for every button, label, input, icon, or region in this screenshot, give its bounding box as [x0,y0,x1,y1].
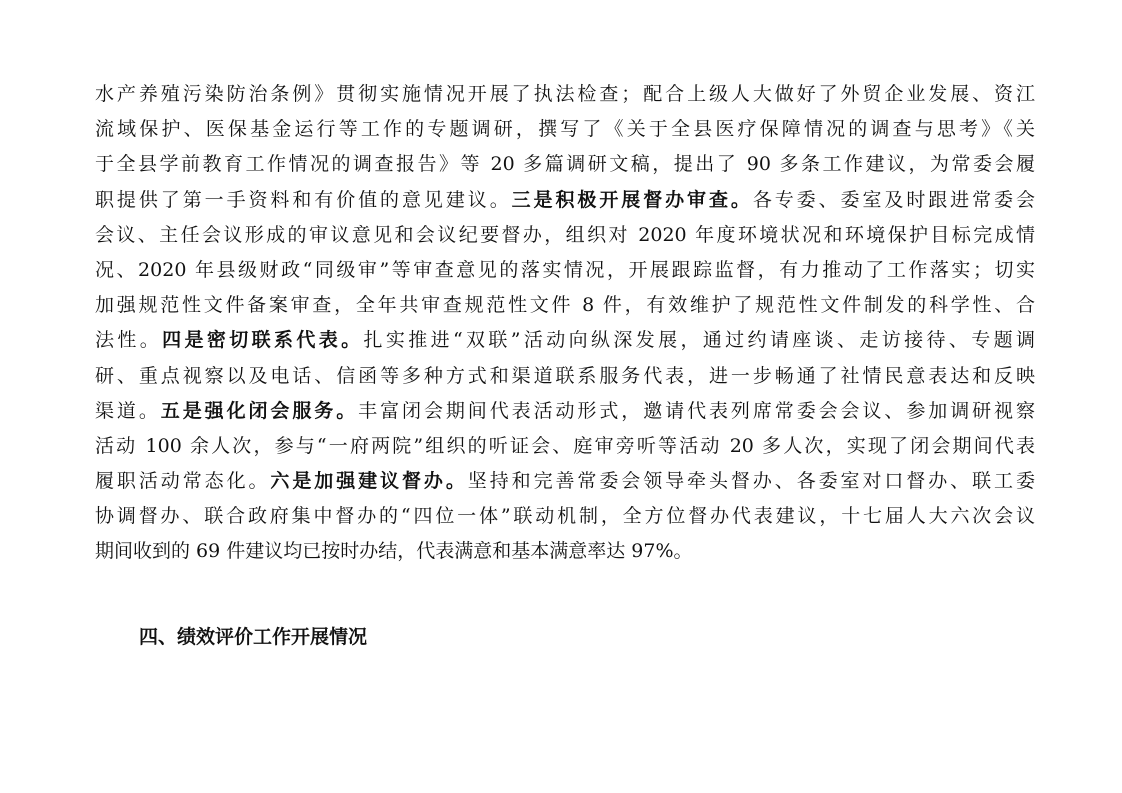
line-text: 职提供了第一手资料和有价值的意见建议。 [95,188,512,211]
bold-lead-phrase: 四是密切联系代表。 [162,329,364,352]
paragraph-line-last: 期间收到的 69 件建议均已按时办结，代表满意和基本满意率达 97%。 [95,540,693,563]
paragraph-line: 水产养殖污染防治条例》贯彻实施情况开展了执法检查；配合上级人大做好了外贸企业发展、资江 [95,83,1035,105]
line-text: 扎实推进“双联”活动向纵深发展，通过约请座谈、走访接待、专题调 [363,329,1035,352]
line-text: 各专委、委室及时跟进常委会 [752,188,1035,211]
paragraph-line: 于全县学前教育工作情况的调查报告》等 20 多篇调研文稿，提出了 90 多条工作建议，为常委会履 [95,153,1035,176]
paragraph-line [95,323,1035,358]
line-text: 法性。 [95,329,163,352]
line-text: 履职活动常态化。 [95,470,271,493]
line-text: 坚持和完善常委会领导牵头督办、各委室对口督办、联工委 [467,470,1035,493]
body-paragraph [95,77,1035,570]
paragraph-line: 研、重点视察以及电话、信函等多种方式和渠道联系服务代表，进一步畅通了社情民意表达和反映 [95,364,1035,387]
section-heading: 四、绩效评价工作开展情况 [139,626,368,648]
paragraph-line: 活动 100 余人次，参与“一府两院”组织的听证会、庭审旁听等活动 20 多人次，实现了闭会期间代表 [95,434,1035,457]
bold-lead-phrase: 三是积极开展督办审查。 [511,188,753,211]
bold-lead-phrase: 六是加强建议督办。 [270,470,468,493]
line-text: 渠道。 [95,399,161,422]
paragraph-line [95,464,1035,499]
paragraph-line: 流域保护、医保基金运行等工作的专题调研，撰写了《关于全县医疗保障情况的调查与思考》《关 [95,118,1035,141]
paragraph-line [95,394,1035,429]
paragraph-line: 况、2020 年县级财政“同级审”等审查意见的落实情况，开展跟踪监督，有力推动了工作落实；切实 [95,258,1035,281]
paragraph-line: 会议、主任会议形成的审议意见和会议纪要督办，组织对 2020 年度环境状况和环境保护目标完成情 [95,223,1035,246]
paragraph-line: 加强规范性文件备案审查，全年共审查规范性文件 8 件，有效维护了规范性文件制发的科学性、合 [95,294,1035,317]
paragraph-line: 协调督办、联合政府集中督办的“四位一体”联动机制，全方位督办代表建议，十七届人大六次会议 [95,505,1035,528]
bold-lead-phrase: 五是强化闭会服务。 [160,399,359,422]
paragraph-line [95,183,1035,218]
line-text: 丰富闭会期间代表活动形式，邀请代表列席常委会会议、参加调研视察 [358,399,1035,422]
